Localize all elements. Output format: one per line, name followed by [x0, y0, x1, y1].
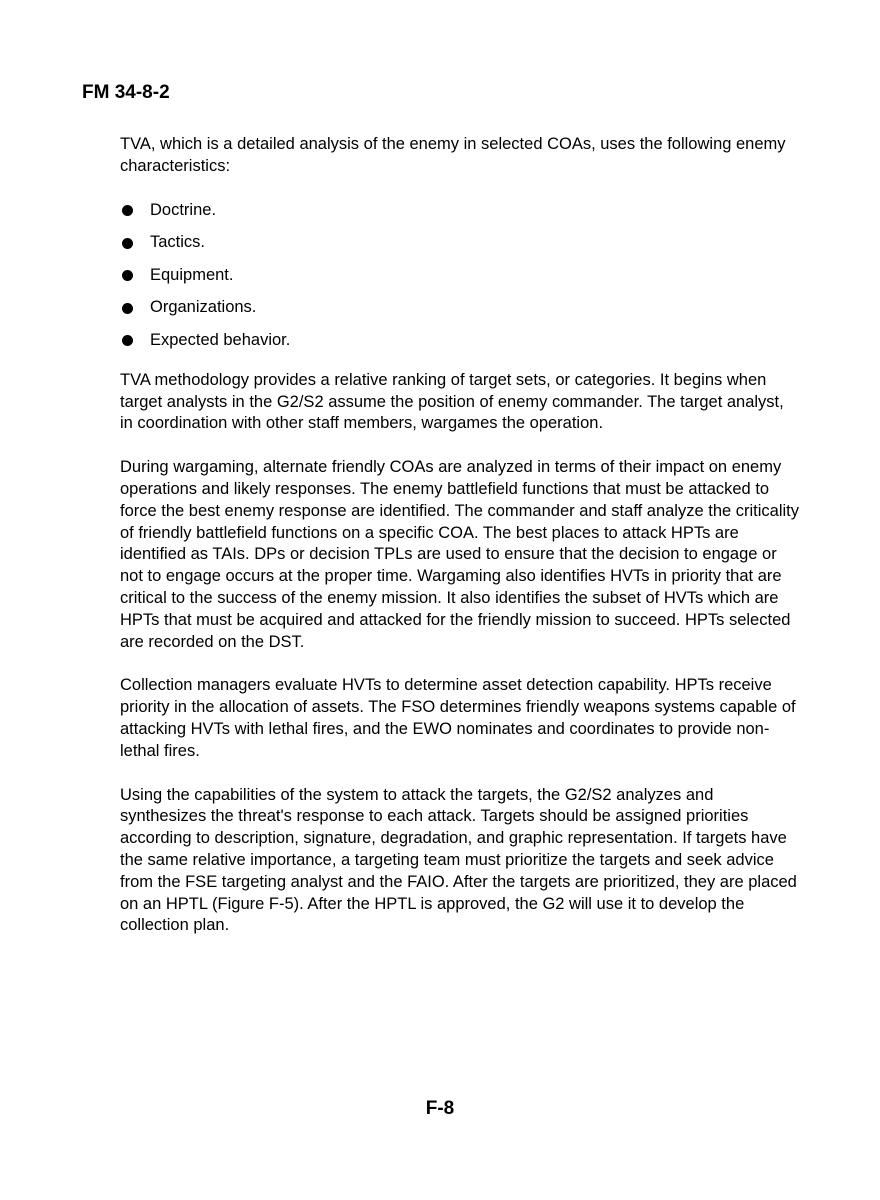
collection-managers-paragraph: Collection managers evaluate HVTs to determine asset detection capability. HPTs receive priority in the allocation of assets. The FSO determines friendly weapons systems capable of attacking HVTs with lethal fires, and the EWO nominates and coordinates to provide non-lethal fires. — [120, 676, 796, 760]
list-item-text: Organizations. — [150, 298, 257, 317]
list-item-text: Expected behavior. — [150, 330, 291, 349]
page-body — [120, 134, 800, 959]
bullet-icon — [122, 205, 133, 216]
intro-paragraph: TVA, which is a detailed analysis of the enemy in selected COAs, uses the following enemy characteristics: — [120, 135, 786, 175]
list-item — [120, 232, 800, 254]
bullet-icon — [122, 270, 133, 281]
list-item-text: Tactics. — [150, 233, 206, 252]
list-item — [120, 265, 800, 287]
list-item — [120, 200, 800, 222]
tva-methodology-paragraph: TVA methodology provides a relative ranking of target sets, or categories. It begins when target analysts in the G2/S2 assume the position of enemy commander. The target analyst, in coordination with other staff members, wargames the operation. — [120, 370, 784, 433]
bullet-icon — [122, 238, 133, 249]
list-item — [120, 297, 800, 319]
wargaming-paragraph: During wargaming, alternate friendly COAs are analyzed in terms of their impact on enemy operations and likely responses. The enemy battlefield functions that must be attacked to force the best enemy response are identified. The commander and staff analyze the criticality of friendly battlefield functions on a specific COA. The best places to attack HPTs are identified as TAIs. DPs or decision TPLs are used to ensure that the decision to engage or not to engage occurs at the proper time. Wargaming also identifies HVTs in priority that are critical to the success of the enemy mission. It also identifies the subset of HVTs which are HPTs that must be acquired and attacked for the friendly mission to succeed. HPTs selected are recorded on the DST. — [120, 458, 800, 651]
capabilities-paragraph: Using the capabilities of the system to attack the targets, the G2/S2 analyzes and synthesizes the threat's response to each attack. Targets should be assigned priorities according to description, signature, degradation, and graphic representation. If targets have the same relative importance, a targeting team must prioritize the targets and seek advice from the FSE targeting analyst and the FAIO. After the targets are prioritized, they are placed on an HPTL (Figure F-5). After the HPTL is approved, the G2 will use it to develop the collection plan. — [120, 785, 797, 935]
page-number: F-8 — [425, 1098, 455, 1119]
list-item-text: Doctrine. — [150, 200, 217, 219]
list-item-text: Equipment. — [150, 265, 234, 284]
list-item — [120, 330, 800, 352]
characteristics-list — [120, 200, 800, 352]
bullet-icon — [122, 303, 133, 314]
bullet-icon — [122, 335, 133, 346]
document-id: FM 34-8-2 — [82, 82, 170, 103]
